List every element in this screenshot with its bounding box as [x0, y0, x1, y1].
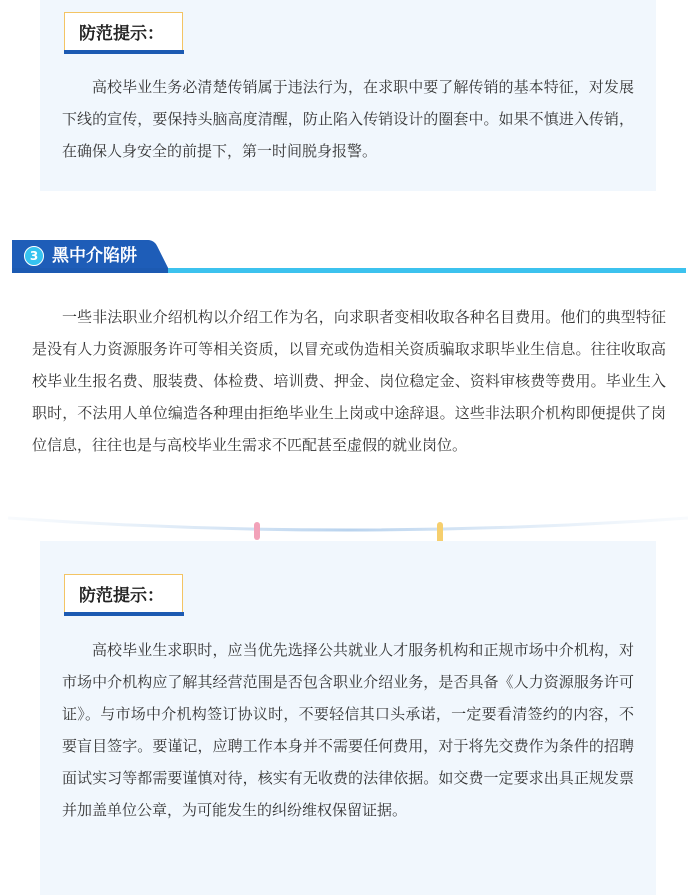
prevention-tip-text-1: 高校毕业生务必清楚传销属于违法行为，在求职中要了解传销的基本特征，对发展下线的宣传，要保持头脑高度清醒，防止陷入传销设计的圈套中。如果不慎进入传销，在确保人身安全的前提下，第一时间脱身报警。 [62, 78, 634, 160]
section-title: 黑中介陷阱 [52, 246, 137, 266]
section-body-text: 一些非法职业介绍机构以介绍工作为名，向求职者变相收取各种名目费用。他们的典型特征是没有人力资源服务许可等相关资质，以冒充或伪造相关资质骗取求职毕业生信息。往往收取高校毕业生报名费、服装费、体检费、培训费、押金、岗位稳定金、资料审核费等费用。毕业生入职时，不法用人单位编造各种理由拒绝毕业生上岗或中途辞退。这些非法职介机构即便提供了岗位信息，往往也是与高校毕业生需求不匹配甚至虚假的就业岗位。 [32, 308, 666, 454]
section-number-badge: 3 [24, 246, 44, 266]
prevention-tip-text-2: 高校毕业生求职时，应当优先选择公共就业人才服务机构和正规市场中介机构，对市场中介机构应了解其经营范围是否包含职业介绍业务，是否具备《人力资源服务许可证》。与市场中介机构签订协议时，不要轻信其口头承诺，一定要看清签约的内容，不要盲目签字。要谨记，应聘工作本身并不需要任何费用，对于将先交费作为条件的招聘面试实习等都需要谨慎对待，核实有无收费的法律依据。如交费一定要求出具正规发票并加盖单位公章，为可能发生的纠纷维权保留证据。 [62, 641, 634, 819]
divider-dot-pink [254, 522, 260, 540]
prevention-tip-box-2 [40, 541, 656, 895]
prevention-tip-box-1 [40, 0, 656, 191]
prevention-tip-label-1: 防范提示： [64, 12, 183, 50]
section-header [12, 240, 686, 274]
prevention-tip-label-2: 防范提示： [64, 574, 183, 612]
